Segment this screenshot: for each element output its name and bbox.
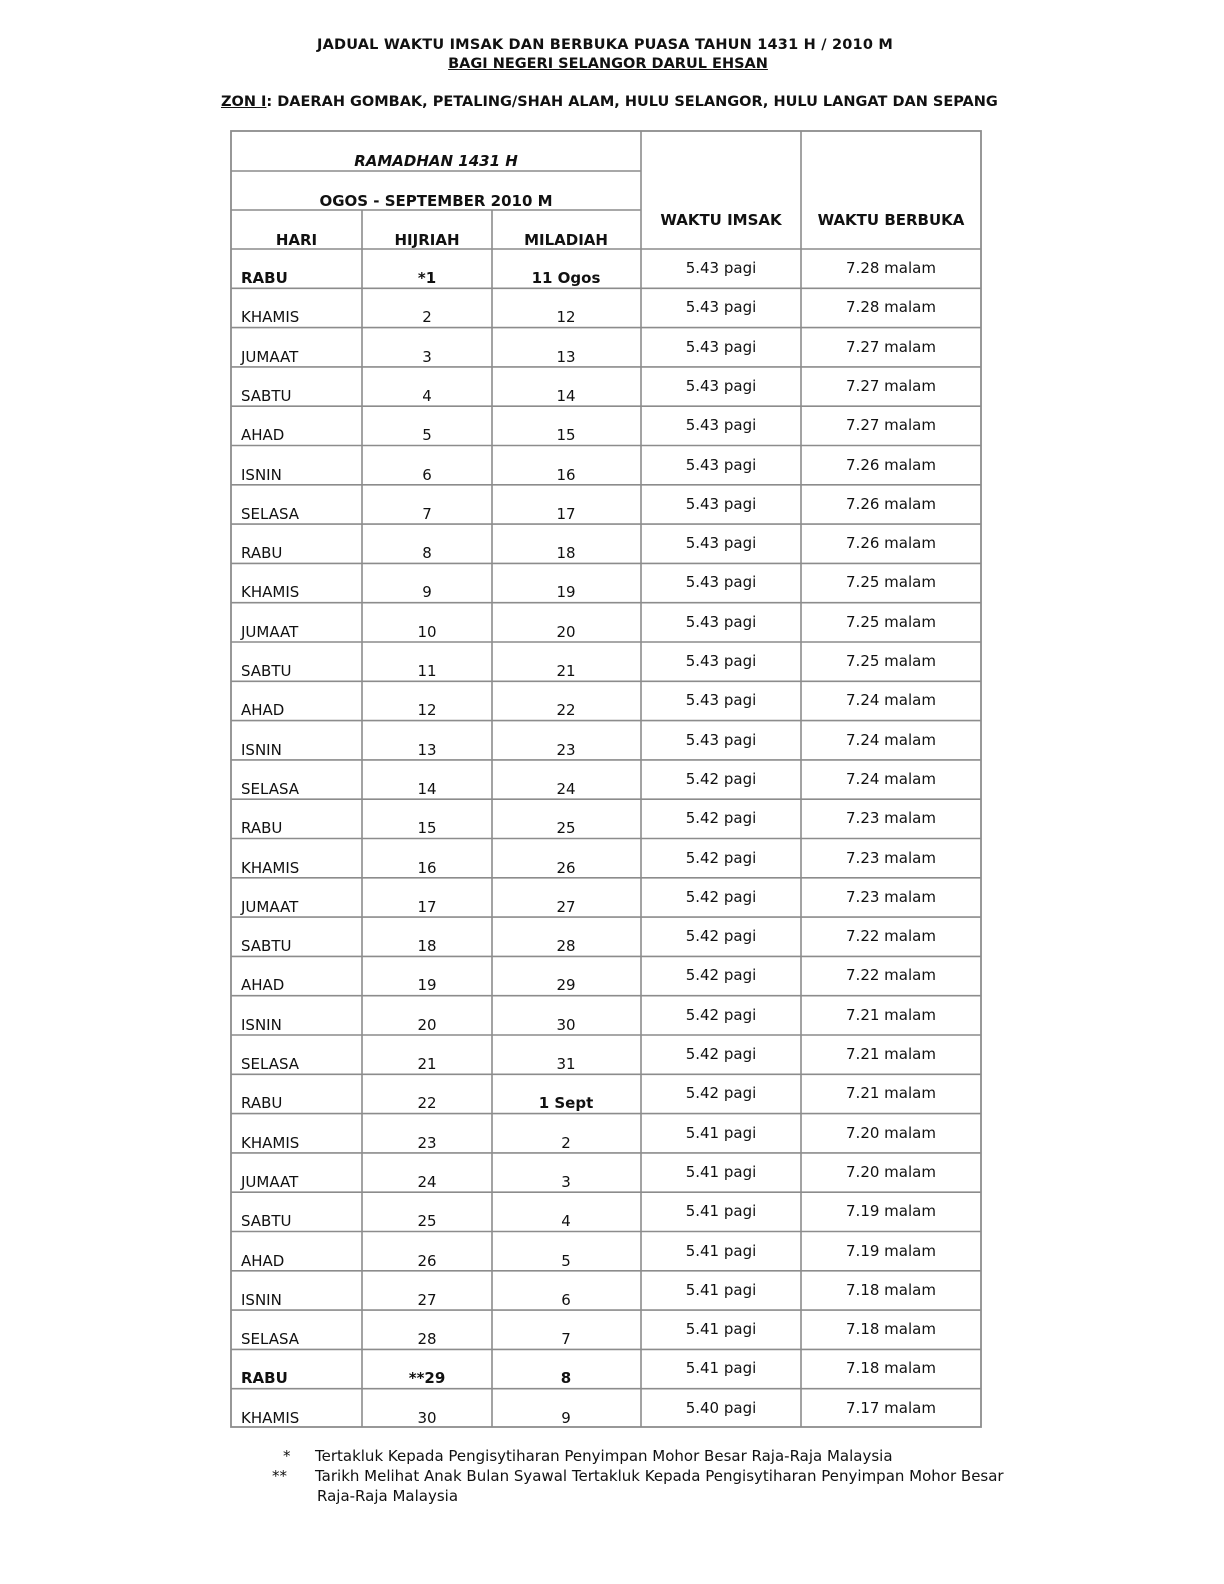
- cell-hari: KHAMIS: [241, 583, 300, 602]
- cell-hijriah: 5: [422, 426, 432, 445]
- header-ramadhan: RAMADHAN 1431 H: [354, 152, 518, 170]
- zone-text: : DAERAH GOMBAK, PETALING/SHAH ALAM, HULU SELANGOR, HULU LANGAT DAN SEPANG: [266, 94, 998, 110]
- cell-waktu-imsak: 5.41 pagi: [685, 1320, 757, 1339]
- cell-waktu-imsak: 5.43 pagi: [685, 652, 757, 670]
- cell-waktu-imsak: 5.43 pagi: [685, 730, 757, 749]
- header-hari: HARI: [275, 231, 318, 249]
- cell-waktu-berbuka: 7.20 malam: [846, 1162, 936, 1181]
- footnote-text: Tertakluk Kepada Pengisytiharan Penyimpan Mohor Besar Raja-Raja Malaysia: [315, 1447, 893, 1465]
- cell-waktu-imsak: 5.43 pagi: [685, 691, 757, 710]
- cell-miladiah: 5: [561, 1251, 571, 1270]
- cell-miladiah: 11 Ogos: [531, 269, 601, 287]
- cell-waktu-berbuka: 7.21 malam: [846, 1005, 936, 1024]
- cell-waktu-berbuka: 7.27 malam: [846, 416, 936, 435]
- cell-hijriah: 11: [417, 662, 437, 680]
- cell-miladiah: 29: [556, 976, 576, 995]
- cell-hijriah: 19: [417, 976, 437, 995]
- cell-waktu-berbuka: 7.28 malam: [846, 298, 936, 317]
- cell-hari: KHAMIS: [241, 1408, 300, 1427]
- cell-hari: RABU: [241, 1369, 288, 1388]
- cell-hijriah: 30: [417, 1408, 437, 1427]
- cell-hijriah: 14: [417, 779, 437, 798]
- cell-waktu-berbuka: 7.18 malam: [846, 1320, 936, 1339]
- header-miladiah: MILADIAH: [524, 231, 608, 249]
- header-hijriah: HIJRIAH: [394, 231, 460, 249]
- cell-hari: KHAMIS: [241, 858, 300, 877]
- cell-hari: JUMAAT: [241, 1172, 299, 1191]
- cell-waktu-berbuka: 7.24 malam: [846, 730, 936, 749]
- cell-miladiah: 14: [556, 386, 576, 405]
- cell-waktu-berbuka: 7.25 malam: [846, 612, 936, 631]
- cell-waktu-berbuka: 7.20 malam: [846, 1123, 936, 1142]
- cell-hijriah: 15: [417, 819, 437, 838]
- cell-hijriah: 25: [417, 1212, 437, 1231]
- cell-miladiah: 16: [556, 465, 576, 484]
- cell-hari: SABTU: [241, 662, 292, 680]
- cell-hari: RABU: [241, 269, 288, 287]
- cell-miladiah: 28: [556, 937, 576, 956]
- header-waktu-imsak: WAKTU IMSAK: [660, 211, 782, 229]
- cell-hari: SELASA: [241, 779, 300, 798]
- cell-hijriah: 2: [422, 308, 432, 327]
- cell-miladiah: 6: [561, 1290, 571, 1309]
- cell-waktu-berbuka: 7.26 malam: [846, 494, 936, 513]
- cell-hari: SABTU: [241, 386, 292, 405]
- cell-miladiah: 31: [556, 1055, 576, 1073]
- cell-hijriah: 10: [417, 622, 437, 641]
- cell-hijriah: **29: [408, 1369, 446, 1388]
- cell-waktu-imsak: 5.43 pagi: [685, 259, 757, 277]
- cell-waktu-imsak: 5.43 pagi: [685, 376, 757, 395]
- cell-hari: ISNIN: [241, 1015, 282, 1034]
- cell-waktu-imsak: 5.42 pagi: [685, 887, 757, 906]
- cell-waktu-imsak: 5.42 pagi: [685, 1045, 757, 1063]
- cell-hari: AHAD: [241, 976, 285, 995]
- cell-hari: SELASA: [241, 1330, 300, 1349]
- cell-hari: SABTU: [241, 937, 292, 956]
- cell-hari: ISNIN: [241, 1290, 282, 1309]
- footnote-mark: *: [283, 1447, 291, 1465]
- cell-hijriah: 21: [417, 1055, 437, 1073]
- cell-hari: KHAMIS: [241, 1133, 300, 1152]
- cell-hijriah: 7: [422, 504, 432, 523]
- cell-waktu-imsak: 5.41 pagi: [685, 1241, 757, 1260]
- cell-hari: ISNIN: [241, 740, 282, 759]
- cell-hijriah: 8: [422, 544, 432, 563]
- cell-miladiah: 12: [556, 308, 576, 327]
- cell-hijriah: 9: [422, 583, 432, 602]
- cell-hijriah: 17: [417, 897, 437, 916]
- cell-hari: AHAD: [241, 426, 285, 445]
- cell-miladiah: 24: [556, 779, 576, 798]
- cell-hijriah: 28: [417, 1330, 437, 1349]
- cell-hijriah: 20: [417, 1015, 437, 1034]
- cell-hari: RABU: [241, 1094, 283, 1113]
- cell-waktu-imsak: 5.43 pagi: [685, 337, 757, 356]
- cell-waktu-berbuka: 7.25 malam: [846, 652, 936, 670]
- cell-waktu-berbuka: 7.28 malam: [846, 259, 936, 277]
- cell-miladiah: 2: [561, 1133, 571, 1152]
- cell-waktu-imsak: 5.42 pagi: [685, 809, 757, 828]
- cell-waktu-imsak: 5.41 pagi: [685, 1162, 757, 1181]
- document-subtitle: BAGI NEGERI SELANGOR DARUL EHSAN: [448, 56, 768, 72]
- cell-waktu-imsak: 5.41 pagi: [685, 1123, 757, 1142]
- cell-waktu-berbuka: 7.23 malam: [846, 887, 936, 906]
- cell-hari: AHAD: [241, 1251, 285, 1270]
- cell-miladiah: 23: [556, 740, 576, 759]
- cell-miladiah: 22: [556, 701, 576, 720]
- cell-miladiah: 13: [556, 347, 576, 366]
- cell-waktu-berbuka: 7.17 malam: [846, 1398, 936, 1417]
- cell-waktu-imsak: 5.42 pagi: [685, 848, 757, 867]
- cell-hari: SELASA: [241, 504, 300, 523]
- cell-waktu-berbuka: 7.25 malam: [846, 573, 936, 592]
- cell-waktu-imsak: 5.43 pagi: [685, 298, 757, 317]
- cell-miladiah: 17: [556, 504, 576, 523]
- cell-hijriah: 23: [417, 1133, 437, 1152]
- document-title: JADUAL WAKTU IMSAK DAN BERBUKA PUASA TAHUN 1431 H / 2010 M: [316, 37, 893, 53]
- cell-waktu-imsak: 5.42 pagi: [685, 1084, 757, 1103]
- cell-hijriah: 27: [417, 1290, 437, 1309]
- cell-hijriah: 4: [422, 386, 432, 405]
- footnote-text: Tarikh Melihat Anak Bulan Syawal Tertakluk Kepada Pengisytiharan Penyimpan Mohor Besar: [315, 1467, 1004, 1485]
- cell-miladiah: 20: [556, 622, 576, 641]
- cell-hijriah: 22: [417, 1094, 437, 1113]
- cell-waktu-berbuka: 7.26 malam: [846, 534, 936, 553]
- cell-waktu-berbuka: 7.27 malam: [846, 337, 936, 356]
- cell-hari: JUMAAT: [241, 897, 299, 916]
- cell-waktu-imsak: 5.42 pagi: [685, 1005, 757, 1024]
- header-waktu-berbuka: WAKTU BERBUKA: [817, 211, 965, 229]
- cell-waktu-imsak: 5.41 pagi: [685, 1359, 757, 1378]
- cell-hari: AHAD: [241, 701, 285, 720]
- cell-hijriah: 18: [417, 937, 437, 956]
- cell-hijriah: 24: [417, 1172, 437, 1191]
- cell-miladiah: 30: [556, 1015, 576, 1034]
- cell-hari: SELASA: [241, 1055, 300, 1073]
- cell-hari: RABU: [241, 819, 283, 838]
- cell-waktu-imsak: 5.43 pagi: [685, 573, 757, 592]
- cell-waktu-berbuka: 7.21 malam: [846, 1045, 936, 1063]
- cell-waktu-berbuka: 7.22 malam: [846, 966, 936, 985]
- cell-waktu-berbuka: 7.24 malam: [846, 769, 936, 788]
- cell-waktu-imsak: 5.43 pagi: [685, 416, 757, 435]
- cell-miladiah: 3: [561, 1172, 571, 1191]
- cell-waktu-berbuka: 7.26 malam: [846, 455, 936, 474]
- cell-hari: SABTU: [241, 1212, 292, 1231]
- cell-miladiah: 8: [560, 1369, 572, 1388]
- cell-hijriah: 3: [422, 347, 432, 366]
- cell-hijriah: 13: [417, 740, 437, 759]
- cell-waktu-imsak: 5.43 pagi: [685, 534, 757, 553]
- cell-miladiah: 21: [556, 662, 576, 680]
- cell-miladiah: 7: [561, 1330, 571, 1349]
- cell-miladiah: 1 Sept: [538, 1094, 594, 1113]
- cell-waktu-imsak: 5.43 pagi: [685, 494, 757, 513]
- cell-waktu-berbuka: 7.19 malam: [846, 1241, 936, 1260]
- footnote-text: Raja-Raja Malaysia: [317, 1487, 459, 1505]
- cell-waktu-imsak: 5.40 pagi: [685, 1398, 757, 1417]
- cell-waktu-imsak: 5.43 pagi: [685, 455, 757, 474]
- cell-miladiah: 9: [561, 1408, 571, 1427]
- cell-waktu-berbuka: 7.22 malam: [846, 927, 936, 946]
- cell-hari: KHAMIS: [241, 308, 300, 327]
- cell-hijriah: 16: [417, 858, 437, 877]
- cell-waktu-berbuka: 7.23 malam: [846, 809, 936, 828]
- header-ogos-september: OGOS - SEPTEMBER 2010 M: [319, 192, 553, 210]
- cell-waktu-imsak: 5.42 pagi: [685, 966, 757, 985]
- cell-miladiah: 19: [556, 583, 576, 602]
- cell-miladiah: 27: [556, 897, 576, 916]
- cell-hari: RABU: [241, 544, 283, 563]
- cell-waktu-berbuka: 7.18 malam: [846, 1280, 936, 1299]
- cell-waktu-berbuka: 7.18 malam: [846, 1359, 936, 1378]
- cell-waktu-imsak: 5.43 pagi: [685, 612, 757, 631]
- cell-hijriah: *1: [417, 269, 437, 287]
- cell-hari: JUMAAT: [241, 622, 299, 641]
- cell-miladiah: 15: [556, 426, 576, 445]
- zone-heading: [221, 94, 998, 110]
- cell-hari: JUMAAT: [241, 347, 299, 366]
- cell-waktu-imsak: 5.42 pagi: [685, 927, 757, 946]
- cell-waktu-imsak: 5.41 pagi: [685, 1280, 757, 1299]
- cell-waktu-berbuka: 7.19 malam: [846, 1202, 936, 1221]
- footnote-mark: **: [272, 1467, 287, 1485]
- cell-waktu-imsak: 5.41 pagi: [685, 1202, 757, 1221]
- cell-hijriah: 6: [422, 465, 432, 484]
- cell-miladiah: 4: [561, 1212, 571, 1231]
- cell-miladiah: 25: [556, 819, 576, 838]
- cell-miladiah: 18: [556, 544, 576, 563]
- cell-waktu-berbuka: 7.23 malam: [846, 848, 936, 867]
- cell-waktu-imsak: 5.42 pagi: [685, 769, 757, 788]
- cell-hari: ISNIN: [241, 465, 282, 484]
- cell-waktu-berbuka: 7.21 malam: [846, 1084, 936, 1103]
- cell-waktu-berbuka: 7.24 malam: [846, 691, 936, 710]
- cell-miladiah: 26: [556, 858, 576, 877]
- cell-hijriah: 12: [417, 701, 437, 720]
- cell-waktu-berbuka: 7.27 malam: [846, 376, 936, 395]
- zone-label: ZON I: [221, 94, 267, 110]
- cell-hijriah: 26: [417, 1251, 437, 1270]
